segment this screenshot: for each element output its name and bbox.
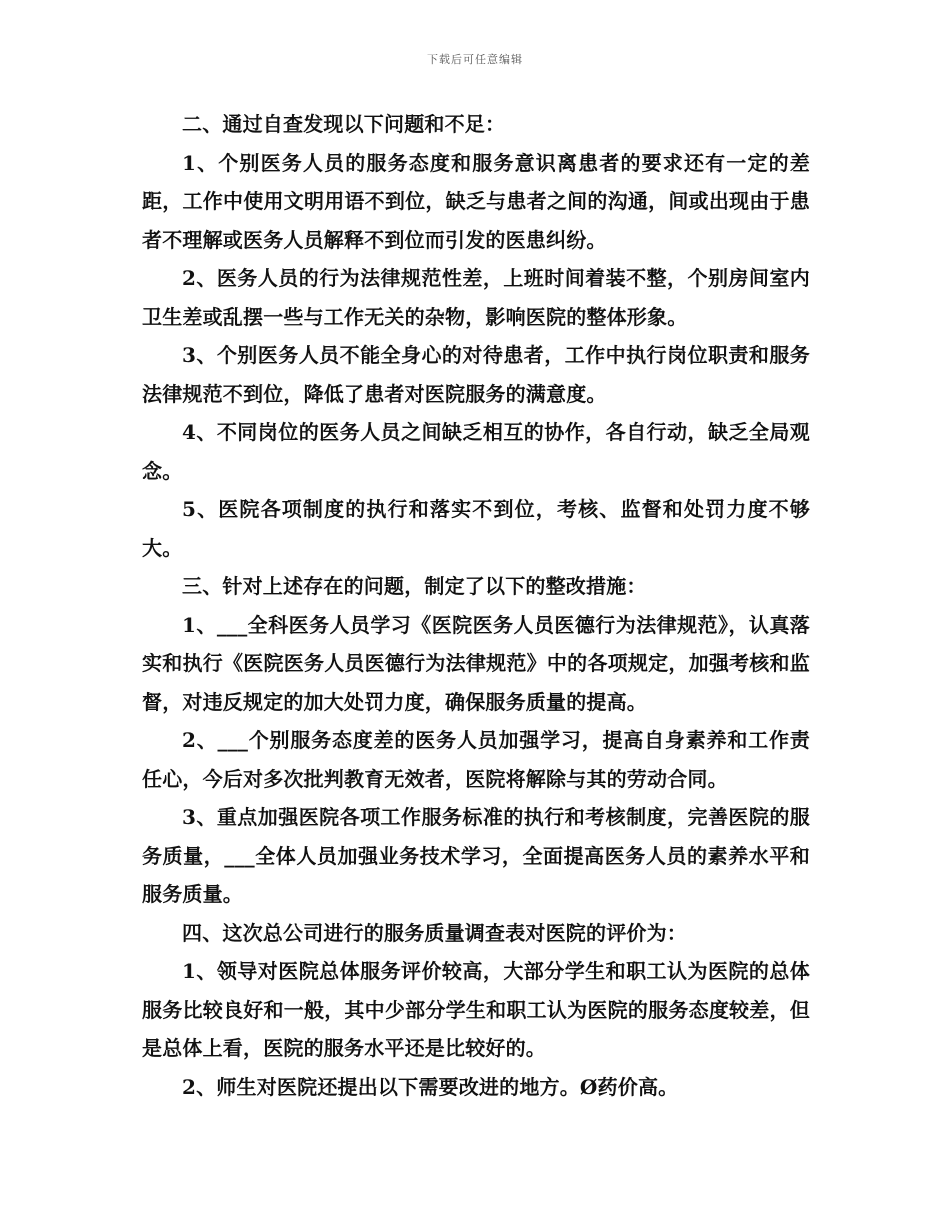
measure-item-3: 3、重点加强医院各项工作服务标准的执行和考核制度，完善医院的服务质量，___全体人员加强业务技术学习，全面提高医务人员的素养水平和服务质量。 [142, 805, 810, 906]
measure-item-2: 2、___个别服务态度差的医务人员加强学习，提高自身素养和工作责任心，今后对多次批判教育无效者，医院将解除与其的劳动合同。 [142, 728, 810, 791]
section-heading-3: 三、针对上述存在的问题，制定了以下的整改措施： [182, 574, 647, 598]
measure-item-1: 1、___全科医务人员学习《医院医务人员医德行为法律规范》，认真落实和执行《医院医务人员医德行为法律规范》中的各项规定，加强考核和监督，对违反规定的加大处罚力度，确保服务质量的提高。 [142, 612, 810, 714]
section-heading-4: 四、这次总公司进行的服务质量调查表对医院的评价为： [182, 920, 687, 945]
issue-item-2: 2、医务人员的行为法律规范性差，上班时间着装不整，个别房间室内卫生差或乱摆一些与工作无关的杂物，影响医院的整体形象。 [142, 266, 810, 329]
issue-item-4: 4、不同岗位的医务人员之间缺乏相互的协作，各自行动，缺乏全局观念。 [142, 420, 810, 483]
document-body [142, 105, 810, 1106]
issue-item-5: 5、医院各项制度的执行和落实不到位，考核、监督和处罚力度不够大。 [142, 497, 810, 560]
evaluation-item-1: 1、领导对医院总体服务评价较高，大部分学生和职工认为医院的总体服务比较良好和一般，其中少部分学生和职工认为医院的服务态度较差，但是总体上看，医院的服务水平还是比较好的。 [142, 959, 810, 1060]
evaluation-item-2: 2、师生对医院还提出以下需要改进的地方。Ø药价高。 [182, 1074, 679, 1099]
section-heading-2: 二、通过自查发现以下问题和不足： [182, 112, 506, 136]
page-header-note: 下载后可任意编辑 [427, 53, 523, 66]
issue-item-1: 1、个别医务人员的服务态度和服务意识离患者的要求还有一定的差距，工作中使用文明用语不到位，缺乏与患者之间的沟通，间或出现由于患者不理解或医务人员解释不到位而引发的医患纠纷。 [142, 150, 810, 252]
issue-item-3: 3、个别医务人员不能全身心的对待患者，工作中执行岗位职责和服务法律规范不到位，降低了患者对医院服务的满意度。 [142, 343, 810, 406]
